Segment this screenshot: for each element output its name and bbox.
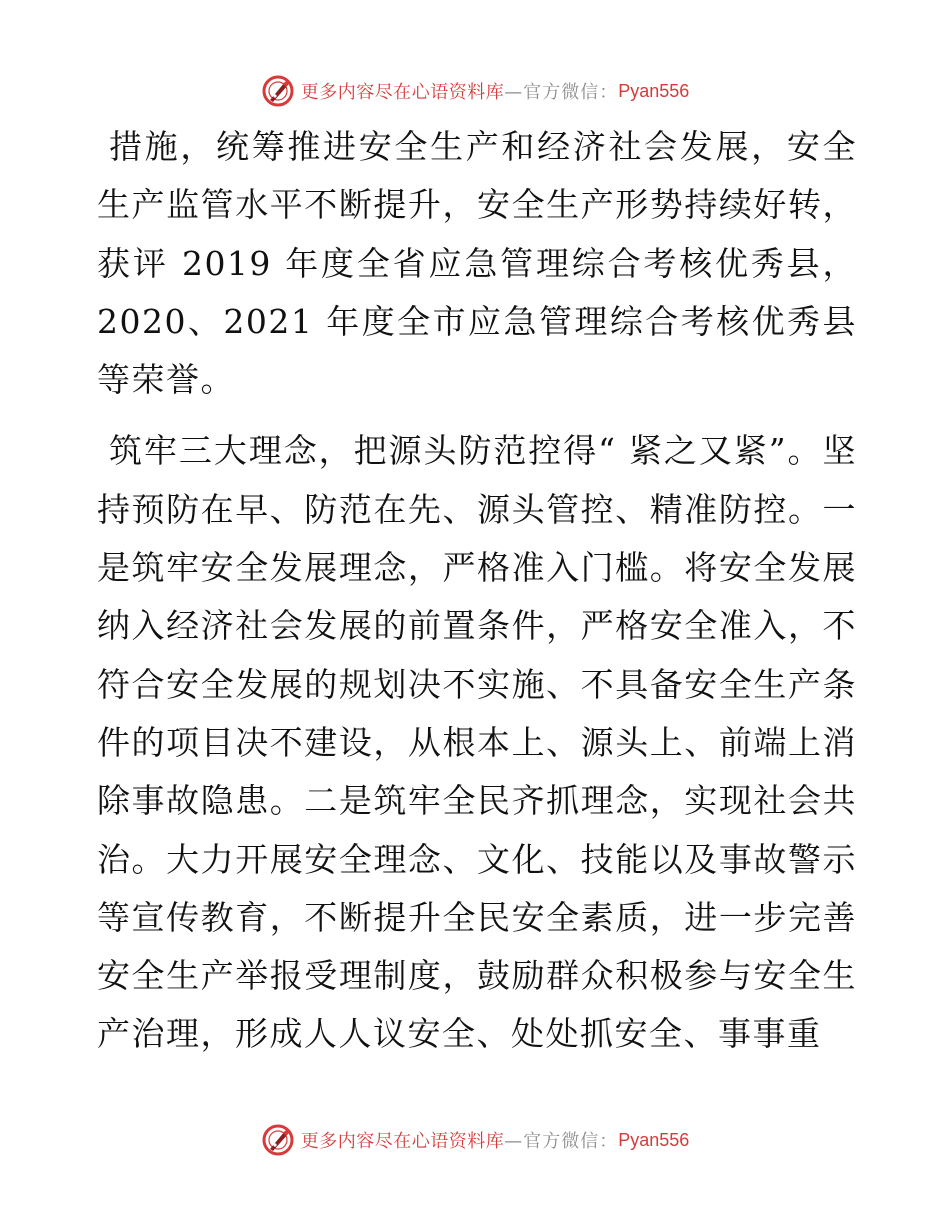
watermark-library-text: 更多内容尽在心语资料库 (300, 82, 505, 103)
pen-nib-logo-icon (261, 74, 295, 108)
watermark-wechat-id: Pyan556 (618, 1129, 690, 1150)
paragraph-safety-results: 措施，统筹推进安全生产和经济社会发展，安全生产监管水平不断提升，安全生产形势持续好转，获评 2019 年度全省应急管理综合考核优秀县，2020、2021 年度全市应急管理综合考核优秀县等荣誉。 (97, 127, 857, 400)
watermark-official-text: —官方微信： (504, 1131, 619, 1152)
watermark-library-text: 更多内容尽在心语资料库 (300, 1131, 505, 1152)
header-watermark (0, 71, 950, 111)
footer-watermark (0, 1120, 950, 1160)
document-body (97, 118, 857, 1064)
watermark-wechat-id: Pyan556 (618, 80, 690, 101)
watermark-official-text: —官方微信： (504, 82, 619, 103)
paragraph-three-concepts: 筑牢三大理念，把源头防范控得“ 紧之又紧”。坚持预防在早、防范在先、源头管控、精准防控。一是筑牢安全发展理念，严格准入门槛。将安全发展纳入经济社会发展的前置条件，严格安全准入，不符合安全发展的规划决不实施、不具备安全生产条件的项目决不建设，从根本上、源头上、前端上消除事故隐患。二是筑牢全民齐抓理念，实现社会共治。大力开展安全理念、文化、技能以及事故警示等宣传教育，不断提升全民安全素质，进一步完善安全生产举报受理制度，鼓励群众积极参与安全生产治理，形成人人议安全、处处抓安全、事事重 (97, 431, 857, 1054)
pen-nib-logo-icon (261, 1123, 295, 1157)
